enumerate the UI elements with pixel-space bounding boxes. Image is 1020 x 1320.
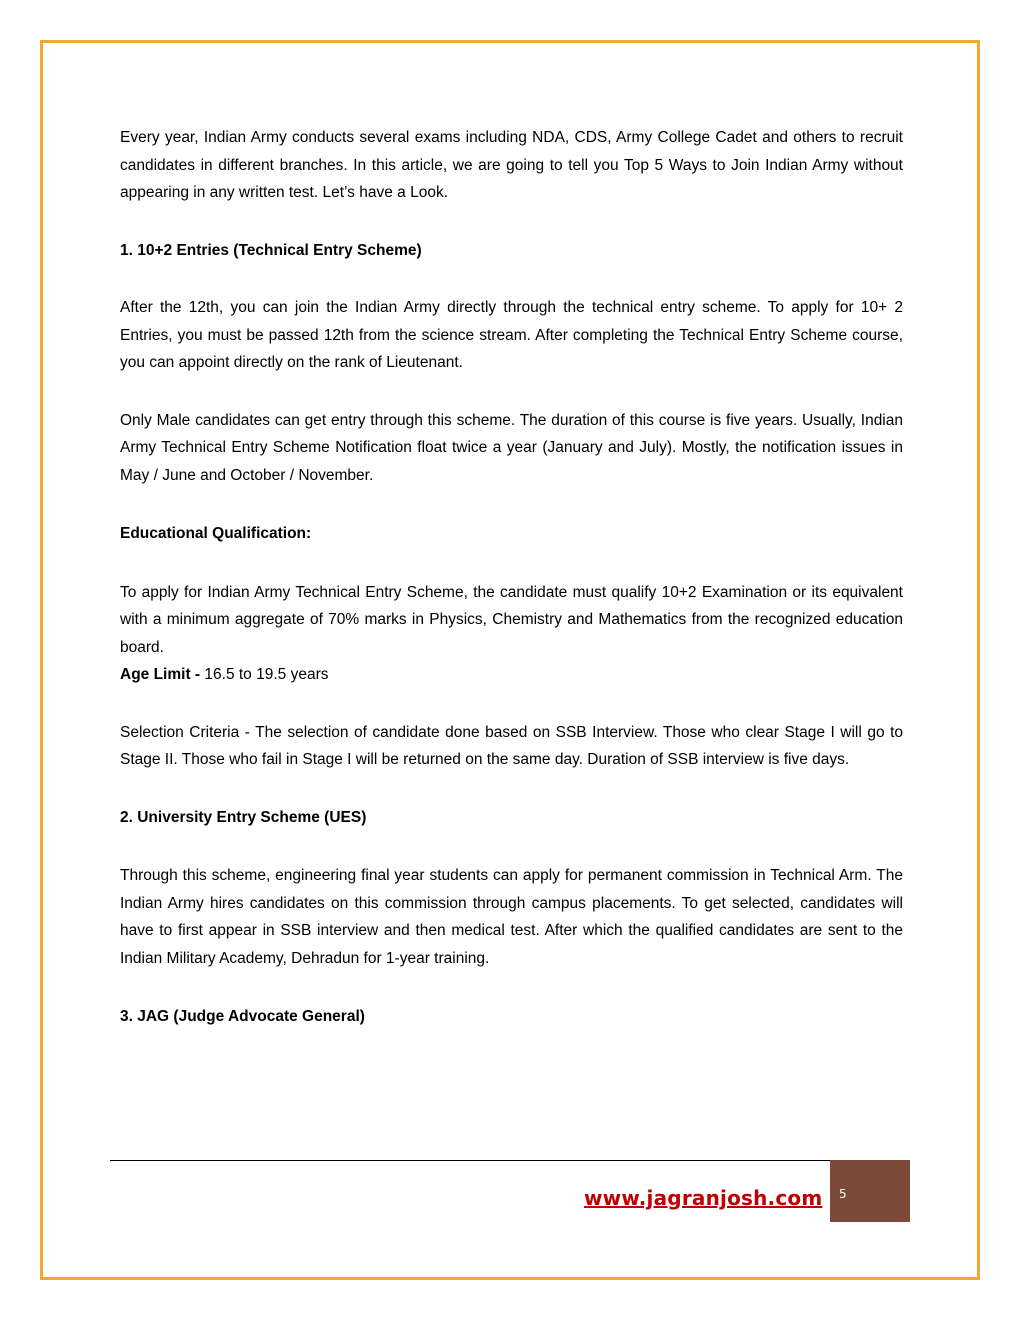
section-3-heading: 3. JAG (Judge Advocate General) <box>120 1008 365 1025</box>
page-number: 5 <box>839 1187 847 1201</box>
age-limit-label: Age Limit - <box>120 666 201 683</box>
intro-paragraph: Every year, Indian Army conducts several exams including NDA, CDS, Army College Cadet and others to recruit candidates in different branches. In this article, we are going to tell you Top 5 Ways to Join Indian Army without appearing in any written test. Let’s have a Look. <box>120 129 903 201</box>
age-limit-line <box>120 661 903 689</box>
page-number-box <box>830 1160 910 1222</box>
selection-criteria-paragraph: Selection Criteria - The selection of candidate done based on SSB Interview. Those who clear Stage I will go to Stage II. Those who fail in Stage I will be returned on the same day. Duration of SSB interview is five days. <box>120 723 903 768</box>
section-1-paragraph-1: After the 12th, you can join the Indian Army directly through the technical entry scheme. To apply for 10+ 2 Entries, you must be passed 12th from the science stream. After completing the Technical Entry Scheme course, you can appoint directly on the rank of Lieutenant. <box>120 299 903 371</box>
section-1-paragraph-2: Only Male candidates can get entry through this scheme. The duration of this course is five years. Usually, Indian Army Technical Entry Scheme Notification float twice a year (January and July). Mostly, the notification issues in May / June and October / November. <box>120 411 903 484</box>
educational-qualification-heading: Educational Qualification: <box>120 525 312 542</box>
age-limit-value: 16.5 to 19.5 years <box>200 666 329 683</box>
document-body <box>120 124 903 1031</box>
footer-divider <box>110 1160 830 1161</box>
educational-qualification-paragraph: To apply for Indian Army Technical Entry Scheme, the candidate must qualify 10+2 Examination or its equivalent with a minimum aggregate of 70% marks in Physics, Chemistry and Mathematics from the recognized education board. <box>120 583 903 656</box>
section-1-heading: 1. 10+2 Entries (Technical Entry Scheme) <box>120 241 422 259</box>
website-link[interactable]: www.jagranjosh.com <box>584 1186 823 1210</box>
section-2-heading: 2. University Entry Scheme (UES) <box>120 808 367 826</box>
section-2-paragraph: Through this scheme, engineering final year students can apply for permanent commission in Technical Arm. The Indian Army hires candidates on this commission through campus placements. To get selected, candidates will have to first appear in SSB interview and then medical test. After which the qualified candidates are sent to the Indian Military Academy, Dehradun for 1-year training. <box>120 867 903 967</box>
